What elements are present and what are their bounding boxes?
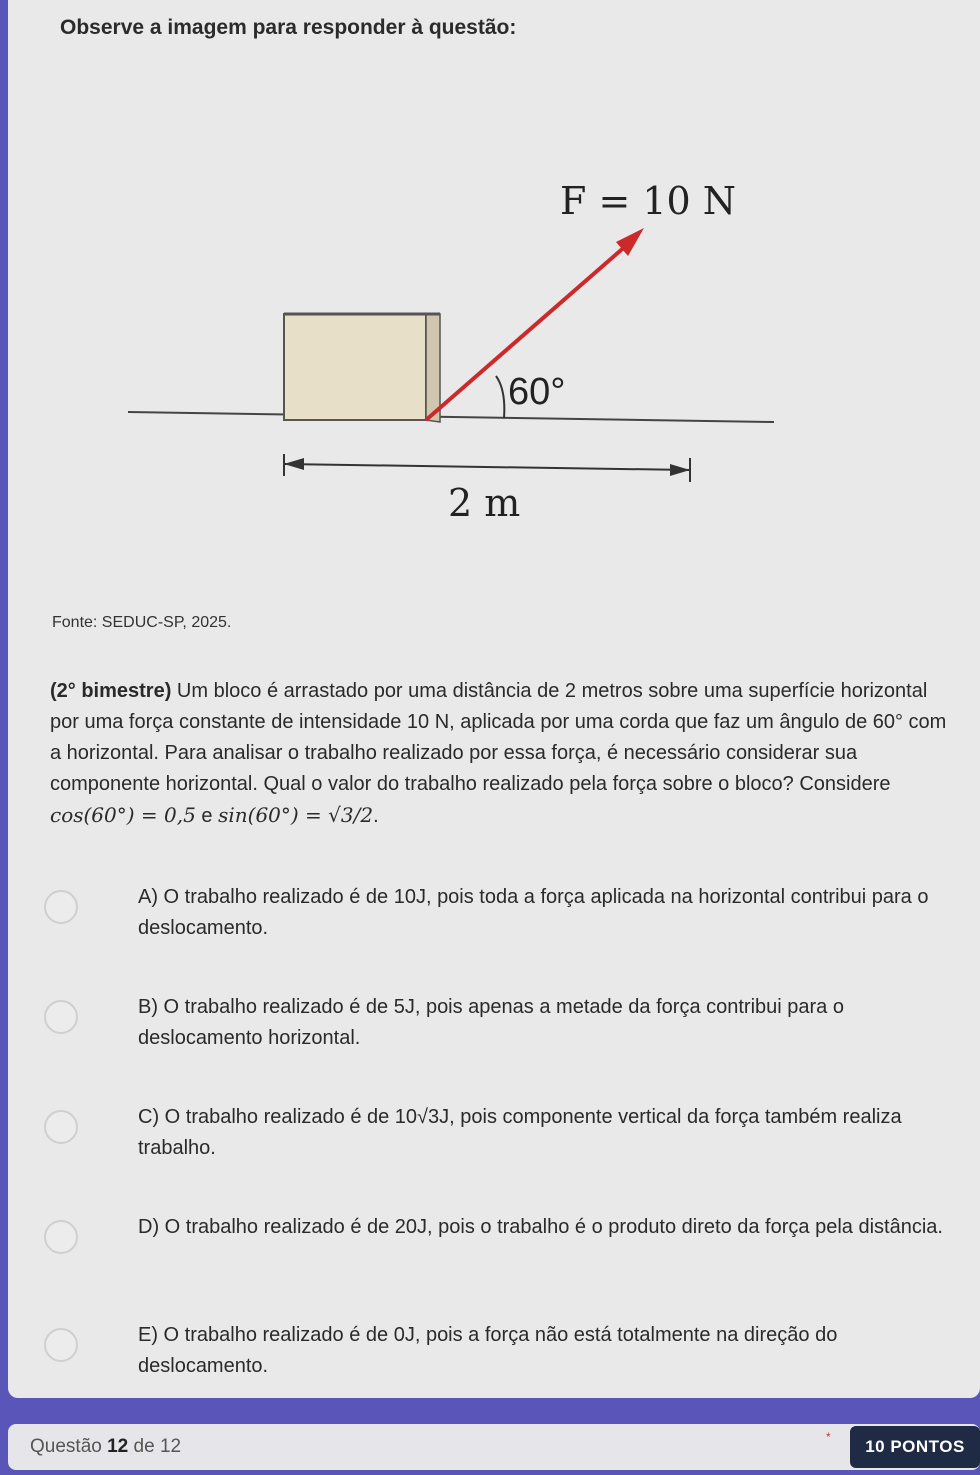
- radio-b[interactable]: [44, 1000, 78, 1034]
- option-a-label: A) O trabalho realizado é de 10J, pois toda a força aplicada na horizontal contribui para o deslocamento.: [138, 886, 929, 939]
- option-e[interactable]: [38, 1320, 968, 1400]
- block: [284, 314, 426, 420]
- distance-line: [284, 464, 690, 470]
- option-d-label: D) O trabalho realizado é de 20J, pois o trabalho é o produto direto da força pela distância.: [138, 1216, 943, 1238]
- radio-a[interactable]: [44, 890, 78, 924]
- option-b[interactable]: [38, 992, 968, 1072]
- physics-figure: [108, 160, 808, 540]
- sin-expression: sin(60°) = √3/2: [218, 803, 374, 827]
- force-label: F = 10 N: [560, 179, 737, 223]
- option-e-label: E) O trabalho realizado é de 0J, pois a força não está totalmente na direção do deslocamento.: [138, 1324, 838, 1377]
- radio-d[interactable]: [44, 1220, 78, 1254]
- option-a[interactable]: [38, 882, 968, 962]
- cos-expression: cos(60°) = 0,5: [50, 803, 196, 827]
- angle-arc: [496, 376, 504, 418]
- radio-c[interactable]: [44, 1110, 78, 1144]
- question-card: [8, 0, 980, 1398]
- question-counter: Questão 12 de 12: [30, 1436, 182, 1457]
- angle-label: 60°: [508, 371, 566, 413]
- radio-e[interactable]: [44, 1328, 78, 1362]
- intro-text: Observe a imagem para responder à questão:: [60, 16, 517, 39]
- required-mark: *: [826, 1430, 831, 1444]
- points-badge: 10 PONTOS: [850, 1426, 980, 1468]
- footer-bar: [8, 1424, 980, 1470]
- option-b-label: B) O trabalho realizado é de 5J, pois apenas a metade da força contribui para o deslocamento horizontal.: [138, 996, 844, 1049]
- distance-label: 2 m: [448, 481, 521, 525]
- option-c-label: C) O trabalho realizado é de 10√3J, pois componente vertical da força também realiza trabalho.: [138, 1106, 902, 1159]
- source-caption: Fonte: SEDUC-SP, 2025.: [52, 614, 232, 631]
- option-c[interactable]: [38, 1102, 968, 1182]
- question-prefix: (2° bimestre): [50, 680, 172, 702]
- option-d[interactable]: [38, 1212, 968, 1292]
- question-text: (2° bimestre) Um bloco é arrastado por uma distância de 2 metros sobre uma superfície horizontal por uma força constante de intensidade 10 N, aplicada por uma corda que faz um ângulo de 60° com a horizontal. Para analisar o trabalho realizado por essa força, é necessário considerar sua componente horizontal. Qual o valor do trabalho realizado pela força sobre o bloco? Considere cos(60°) = 0,5 e sin(60°) = √3/2.: [50, 680, 947, 827]
- ground-line: [128, 412, 774, 422]
- block-side: [426, 314, 440, 422]
